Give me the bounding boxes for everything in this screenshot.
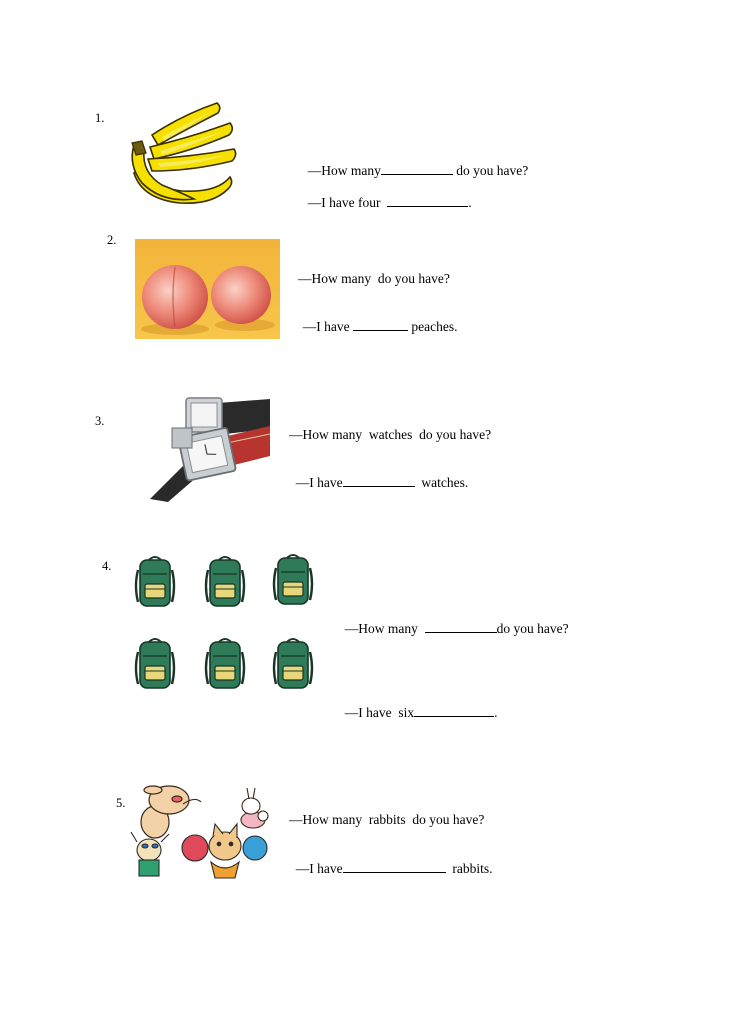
question-number-5: 5.	[116, 796, 126, 810]
question-2-line-2-prefix: —I have	[302, 319, 353, 334]
question-3-line-2	[289, 458, 468, 491]
answer-blank-5[interactable]	[343, 860, 446, 873]
rabbits-illustration	[125, 782, 270, 890]
peaches-photo	[135, 239, 280, 339]
question-number-4: 4.	[102, 559, 112, 573]
question-4-line-1-prefix: —How many	[344, 621, 425, 636]
question-number-1: 1.	[95, 111, 105, 125]
question-1-line-1-suffix: do you have?	[452, 163, 529, 178]
question-3-line-2-suffix: watches.	[414, 475, 469, 490]
question-number-2: 2.	[107, 233, 117, 247]
answer-blank-4a[interactable]	[425, 620, 497, 633]
question-3-line-2-prefix: —I have	[295, 475, 343, 490]
question-5-line-1: —How many rabbits do you have?	[289, 812, 485, 827]
question-1-line-2-prefix: —I have four	[307, 195, 388, 210]
question-2-line-2	[296, 302, 457, 335]
question-4-line-1	[338, 604, 569, 637]
question-3-line-1: —How many watches do you have?	[289, 427, 492, 442]
question-5-line-2-suffix: rabbits.	[445, 861, 493, 876]
answer-blank-1a[interactable]	[381, 162, 453, 175]
question-4-line-2-prefix: —I have six	[344, 705, 415, 720]
question-2-line-2-suffix: peaches.	[407, 319, 458, 334]
bananas-illustration	[122, 95, 242, 210]
question-1-line-1	[301, 146, 528, 179]
question-4-line-1-suffix: do you have?	[496, 621, 569, 636]
question-4-line-2-suffix: .	[494, 705, 498, 720]
answer-blank-1b[interactable]	[387, 194, 468, 207]
question-number-3: 3.	[95, 414, 105, 428]
question-2-line-1: —How many do you have?	[298, 271, 450, 286]
question-1-line-2	[301, 178, 472, 211]
answer-blank-3[interactable]	[343, 474, 415, 487]
schoolbags-illustration	[133, 550, 318, 700]
question-1-line-1-prefix: —How many	[307, 163, 381, 178]
question-5-line-2	[289, 844, 492, 877]
question-1-line-2-suffix: .	[468, 195, 472, 210]
watches-photo	[130, 394, 270, 502]
question-4-line-2	[338, 688, 497, 721]
question-5-line-2-prefix: —I have	[295, 861, 343, 876]
answer-blank-2[interactable]	[353, 318, 408, 331]
answer-blank-4b[interactable]	[414, 704, 494, 717]
